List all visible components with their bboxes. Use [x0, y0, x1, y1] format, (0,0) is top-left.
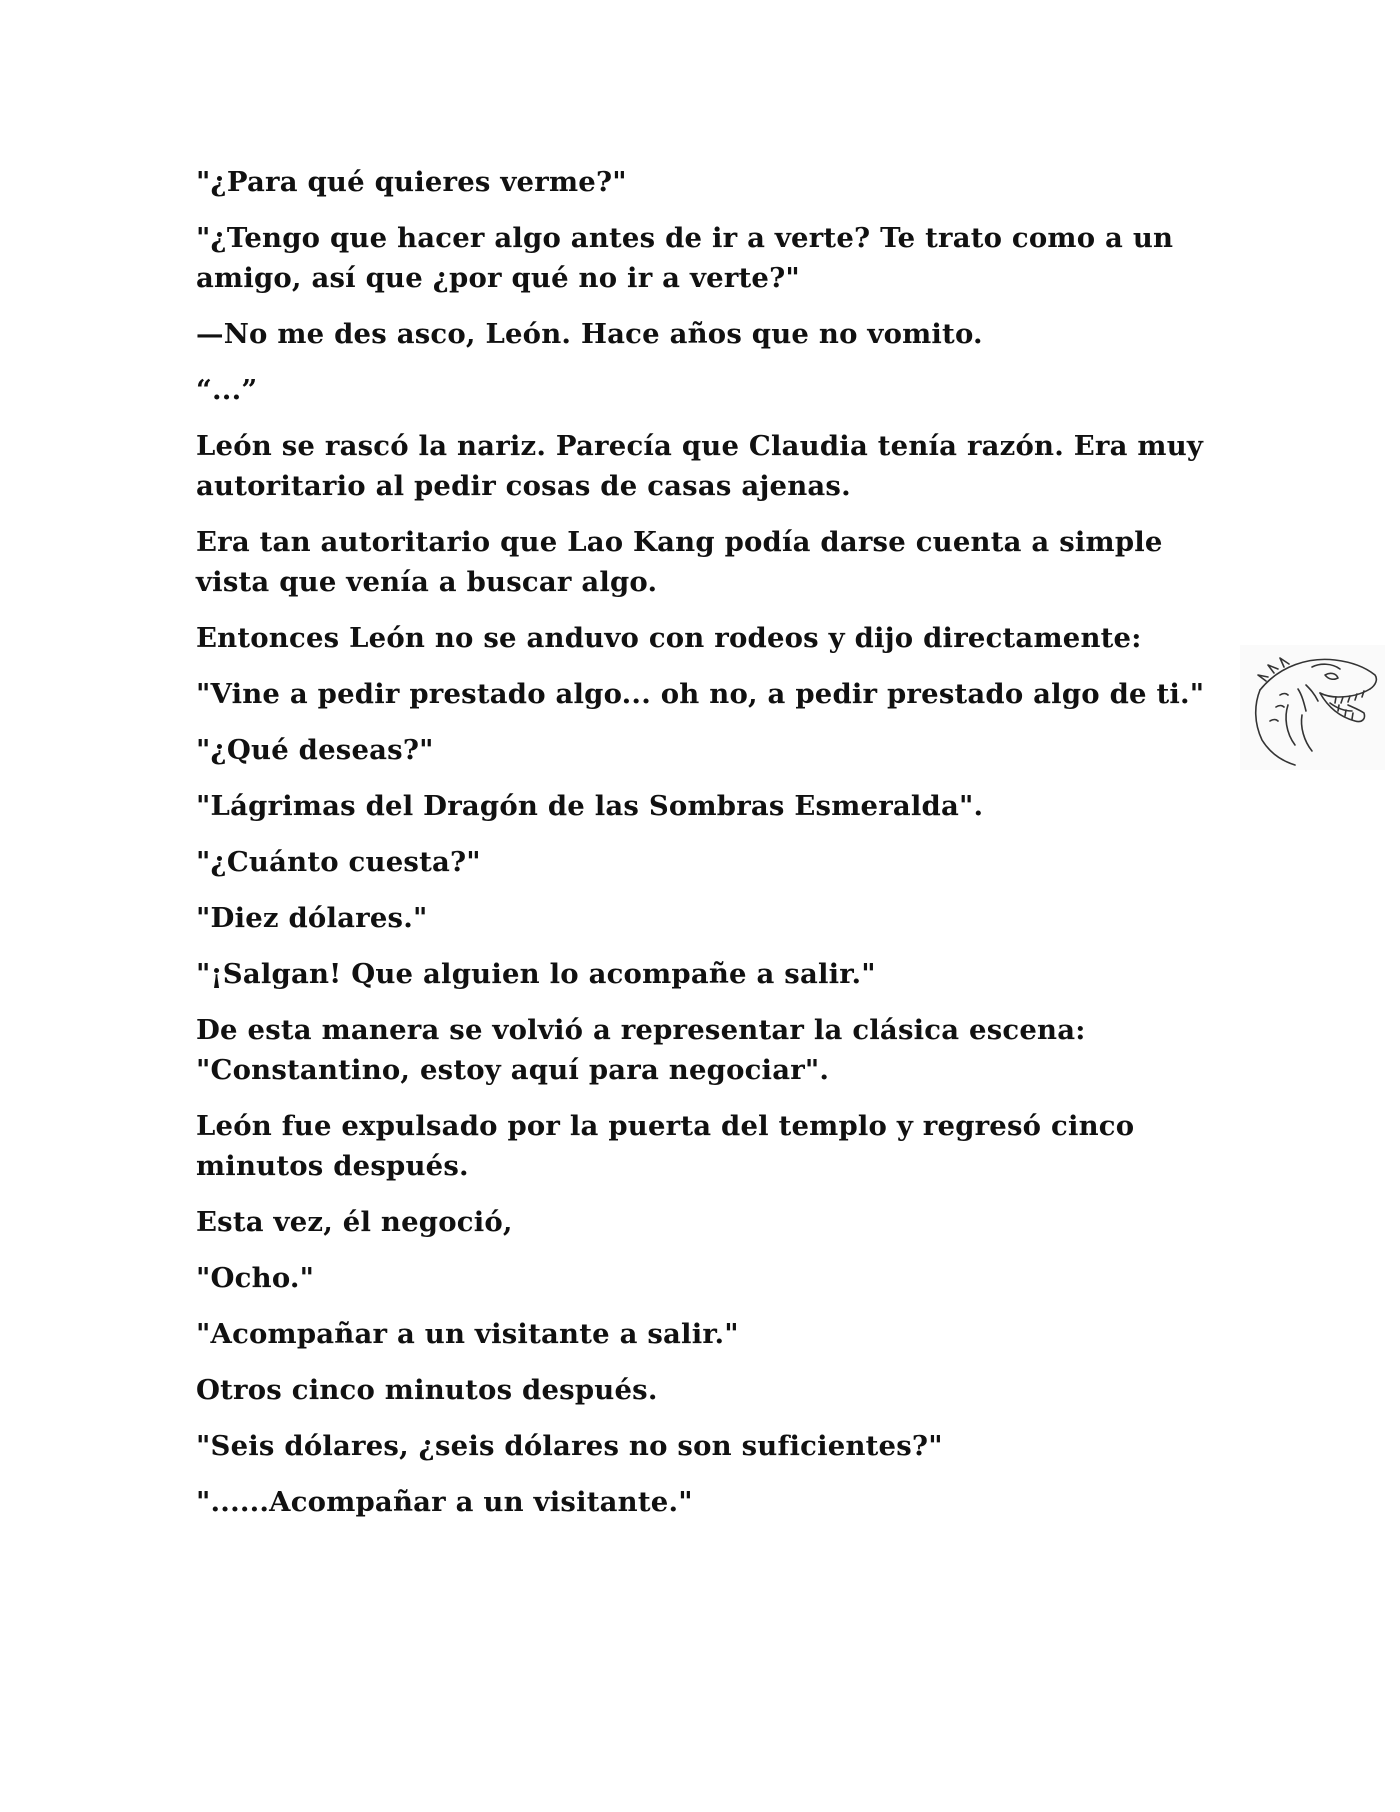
paragraph: "Acompañar a un visitante a salir."	[196, 1318, 739, 1350]
paragraph: "Diez dólares."	[196, 902, 428, 934]
paragraph: "¡Salgan! Que alguien lo acompañe a salir."	[196, 958, 876, 990]
paragraph: Era tan autoritario que Lao Kang podía darse cuenta a simple vista que venía a buscar algo.	[196, 526, 1163, 598]
paragraph: "Vine a pedir prestado algo... oh no, a pedir prestado algo de ti."	[196, 678, 1205, 710]
paragraph: "¿Tengo que hacer algo antes de ir a verte? Te trato como a un amigo, así que ¿por qué no ir a verte?"	[196, 222, 1174, 294]
paragraph: Esta vez, él negoció,	[196, 1206, 513, 1238]
paragraph: León fue expulsado por la puerta del templo y regresó cinco minutos después.	[196, 1110, 1135, 1182]
paragraph: "......Acompañar a un visitante."	[196, 1486, 693, 1518]
paragraph: "¿Cuánto cuesta?"	[196, 846, 481, 878]
paragraph: Otros cinco minutos después.	[196, 1374, 658, 1406]
paragraph: "Lágrimas del Dragón de las Sombras Esmeralda".	[196, 790, 984, 822]
dinosaur-head-sketch-icon	[1240, 645, 1385, 770]
paragraph: "Ocho."	[196, 1262, 315, 1294]
paragraph: De esta manera se volvió a representar la clásica escena: "Constantino, estoy aquí para negociar".	[196, 1014, 1086, 1086]
paragraph: "Seis dólares, ¿seis dólares no son suficientes?"	[196, 1430, 943, 1462]
paragraph: "¿Para qué quieres verme?"	[196, 166, 627, 198]
paragraph: —No me des asco, León. Hace años que no vomito.	[196, 318, 983, 350]
body-text	[196, 162, 1206, 1538]
paragraph: "¿Qué deseas?"	[196, 734, 434, 766]
paragraph: Entonces León no se anduvo con rodeos y dijo directamente:	[196, 622, 1142, 654]
paragraph: León se rascó la nariz. Parecía que Claudia tenía razón. Era muy autoritario al pedir cosas de casas ajenas.	[196, 430, 1204, 502]
paragraph: “...”	[196, 374, 258, 406]
